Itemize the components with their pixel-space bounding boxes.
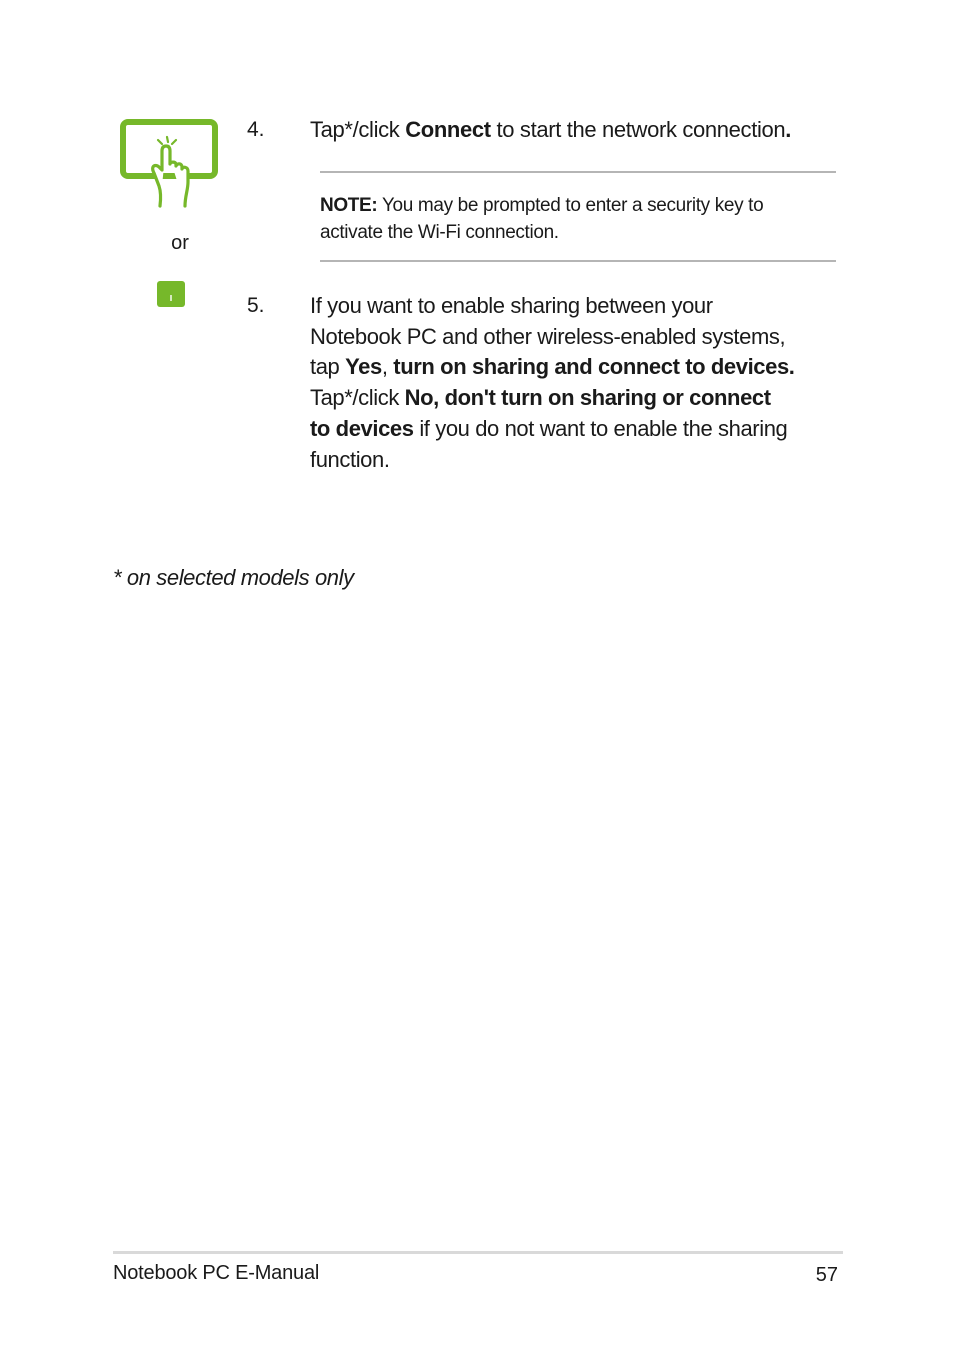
note-label: NOTE:	[320, 195, 378, 216]
turn-on-sharing-keyword: turn on sharing and connect to devices.	[393, 354, 795, 380]
step-4-text-post: to start the network connection	[490, 117, 786, 142]
to-devices-keyword: to devices	[310, 415, 414, 441]
connect-keyword: Connect	[405, 117, 491, 142]
note-top-divider	[320, 171, 836, 173]
step-5-line-5	[310, 414, 845, 445]
step-5-line-3-mid: ,	[381, 354, 394, 380]
yes-keyword: Yes	[345, 354, 382, 380]
no-sharing-keyword: No, don't turn on sharing or connect	[404, 385, 771, 411]
step-5-line-3-pre: tap	[310, 354, 346, 380]
step-5-line-4-pre: Tap*/click	[310, 385, 405, 411]
footer-title: Notebook PC E-Manual	[113, 1262, 320, 1284]
step-5-line-4	[310, 383, 845, 414]
step-5-line-3	[310, 352, 845, 383]
step-5-line-5-post: if you do not want to enable the sharing	[413, 415, 788, 441]
step-5-text	[310, 291, 845, 475]
note-bottom-divider	[320, 260, 836, 262]
footnote: * on selected models only	[113, 565, 354, 590]
note-line-1-rest: You may be prompted to enter a security key to	[377, 195, 764, 216]
step-4-period: .	[785, 117, 792, 142]
note-line-2: activate the Wi-Fi connection.	[320, 222, 559, 243]
step-4-text	[310, 115, 850, 146]
touchscreen-tap-icon	[119, 118, 219, 212]
or-label: or	[171, 232, 189, 254]
step-4-text-pre: Tap*/click	[310, 117, 406, 142]
note	[320, 192, 836, 246]
step-number: 4.	[247, 118, 265, 141]
footer-divider	[113, 1251, 843, 1254]
page-number: 57	[815, 1264, 838, 1286]
step-number: 5.	[247, 294, 265, 317]
step-5-line-6: function.	[310, 446, 390, 472]
step-5-line-1: If you want to enable sharing between your	[310, 293, 713, 318]
note-line-1	[320, 192, 836, 219]
touchpad-click-icon	[156, 280, 186, 308]
step-5-line-2: Notebook PC and other wireless-enabled systems,	[310, 323, 786, 349]
